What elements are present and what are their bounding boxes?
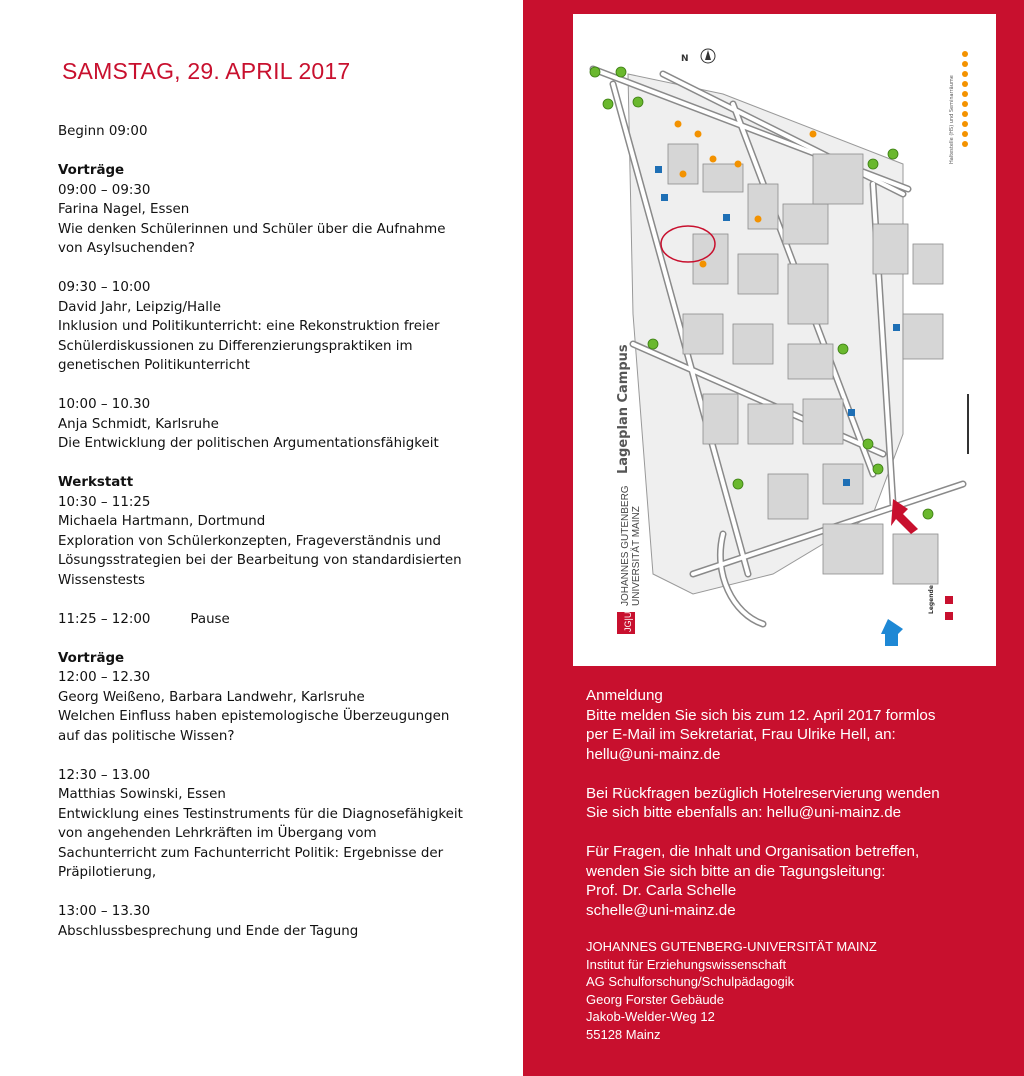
talk-time: 09:00 – 09:30 [58, 182, 151, 198]
address-line: Jakob-Welder-Weg 12 [586, 1009, 715, 1025]
legend-title: Legende [928, 585, 935, 614]
registration-email-link[interactable]: hellu@uni-mainz.de [586, 745, 721, 763]
talk-speaker: Matthias Sowinski, Essen [58, 787, 226, 802]
page-title: SAMSTAG, 29. APRIL 2017 [62, 58, 351, 84]
workshop-speaker: Michaela Hartmann, Dortmund [58, 514, 266, 529]
address-line: AG Schulforschung/Schulpädagogik [586, 974, 795, 990]
address-line: 55128 Mainz [586, 1026, 661, 1042]
talk-title: auf das politische Wissen? [58, 728, 235, 744]
info-panel [523, 0, 1024, 1076]
registration-text: Bitte melden Sie sich bis zum 12. April 2017 formlos [586, 706, 936, 724]
contact-text: Für Fragen, die Inhalt und Organisation betreffen, [586, 843, 920, 860]
talk-title: Inklusion und Politikunterricht: eine Rekonstruktion freier [58, 319, 440, 334]
postal-address [586, 938, 1006, 1044]
hotel-text: Bei Rückfragen bezüglich Hotelreservierung wenden [586, 784, 940, 802]
talk-time: 12:30 – 13.00 [58, 767, 151, 783]
registration-heading: Anmeldung [586, 687, 663, 704]
workshop-title: Lösungsstrategien bei der Bearbeitung von standardisierten [58, 553, 462, 568]
talk-speaker: Farina Nagel, Essen [58, 202, 190, 217]
registration-info [586, 686, 1006, 920]
section-heading-talks: Vorträge [58, 163, 125, 178]
talk-speaker: David Jahr, Leipzig/Halle [58, 299, 221, 315]
talk-title: Entwicklung eines Testinstruments für die Diagnosefähigkeit [58, 806, 463, 822]
talk-title: Welchen Einfluss haben epistemologische Überzeugungen [58, 709, 450, 724]
workshop-title: Wissenstests [58, 572, 146, 588]
start-time: Beginn 09:00 [58, 124, 148, 139]
closing-time: 13:00 – 13.30 [58, 904, 151, 919]
workshop-time: 10:30 – 11:25 [58, 494, 151, 510]
talk-speaker: Georg Weißeno, Barbara Landwehr, Karlsruhe [58, 689, 365, 705]
talk-title: Wie denken Schülerinnen und Schüler über die Aufnahme [58, 221, 446, 237]
talk-title: Schülerdiskussionen zu Differenzierungspraktiken im [58, 338, 413, 354]
contact-email-link[interactable]: schelle@uni-mainz.de [586, 901, 736, 919]
section-heading-workshop: Werkstatt [58, 475, 134, 490]
talk-time: 12:00 – 12.30 [58, 670, 151, 685]
contact-text: wenden Sie sich bitte an die Tagungsleitung: [586, 862, 886, 880]
talk-title: von angehenden Lehrkräften im Übergang vom [58, 826, 377, 841]
talk-title: von Asylsuchenden? [58, 241, 196, 256]
pause-label: Pause [190, 611, 230, 627]
contact-person: Prof. Dr. Carla Schelle [586, 882, 737, 899]
university-logo: JG|U [623, 611, 633, 632]
address-line: Institut für Erziehungswissenschaft [586, 956, 787, 972]
pause-row [58, 610, 498, 630]
talk-title: Sachunterricht zum Fachunterricht Politik: Ergebnisse der [58, 845, 444, 861]
university-name-line2: UNIVERSITÄT MAINZ [631, 506, 642, 606]
talk-speaker: Anja Schmidt, Karlsruhe [58, 416, 219, 432]
registration-text: per E-Mail im Sekretariat, Frau Ulrike Hell, an: [586, 726, 896, 743]
north-label: N [681, 54, 689, 64]
closing-label: Abschlussbesprechung und Ende der Tagung [58, 923, 359, 939]
institution-name: JOHANNES GUTENBERG-UNIVERSITÄT MAINZ [586, 939, 877, 954]
talk-title: genetischen Politikunterricht [58, 358, 250, 373]
campus-map-graphic [573, 14, 996, 666]
map-title: Lageplan Campus [616, 344, 631, 474]
talk-title: Die Entwicklung der politischen Argumentationsfähigkeit [58, 436, 439, 451]
address-line: Georg Forster Gebäude [586, 991, 725, 1007]
campus-map [573, 14, 996, 666]
hotel-text: Sie sich bitte ebenfalls an: hellu@uni-mainz.de [586, 804, 902, 821]
talk-title: Präpilotierung, [58, 865, 157, 880]
talk-time: 10:00 – 10.30 [58, 397, 151, 412]
svg-text:Haltestelle (HS) und Seminarrä: Haltestelle (HS) und Seminarräume [949, 75, 955, 164]
program-list [58, 122, 498, 941]
section-heading-talks-2: Vorträge [58, 650, 125, 666]
talk-time: 09:30 – 10:00 [58, 280, 151, 295]
pause-time: 11:25 – 12:00 [58, 611, 151, 627]
university-name-line1: JOHANNES GUTENBERG [620, 485, 631, 606]
workshop-title: Exploration von Schülerkonzepten, Frageverständnis und [58, 533, 441, 549]
